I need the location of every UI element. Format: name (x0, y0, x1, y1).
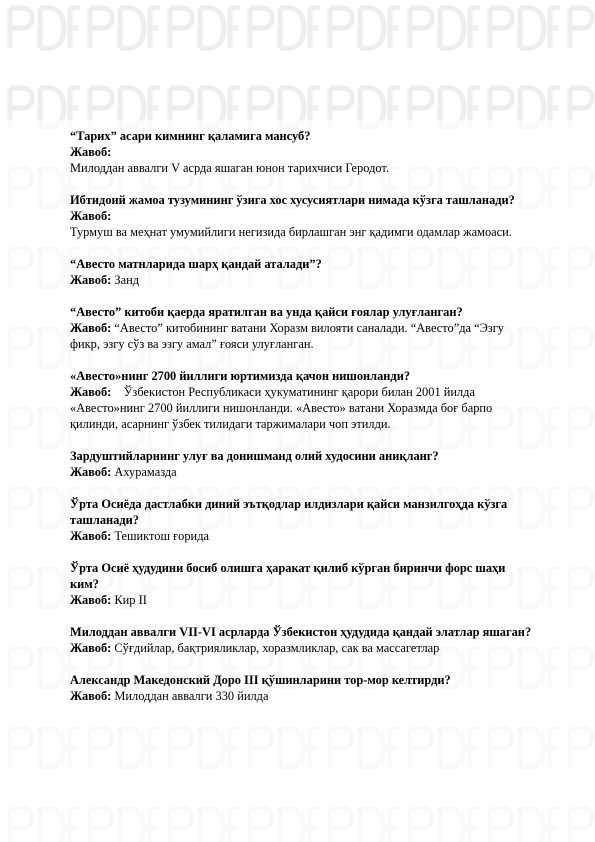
answer-label: Жавоб: (70, 145, 112, 159)
answer-label: Жавоб: (70, 689, 112, 703)
answer-label: Жавоб: (70, 465, 112, 479)
question: Ўрта Осиёда дастлабки диний эътқодлар илдизлари қайси манзилгоҳда кўзга ташланади? (70, 497, 508, 527)
answer: Милоддан аввалги 330 йилда (114, 689, 269, 703)
answer: Сўғдийлар, бақтрияликлар, хоразмликлар, сак ва массагетлар (114, 641, 440, 655)
answer-label: Жавоб: (70, 641, 112, 655)
qa-item (70, 672, 537, 704)
question: Ибтидоий жамоа тузумининг ўзига хос хусусиятлари нимада кўзга ташланади? (70, 193, 515, 207)
answer-label: Жавоб: (70, 593, 112, 607)
question: “Авесто матнларида шарҳ қандай аталади”? (70, 257, 322, 271)
qa-item (70, 496, 537, 544)
answer: Турмуш ва меҳнат умумийлиги негизида бирлашган энг қадимги одамлар жамоаси. (70, 225, 512, 239)
answer-label: Жавоб: (70, 273, 112, 287)
question: “Авесто” китоби қаерда яратилган ва унда қайси ғоялар улуғланган? (70, 305, 463, 319)
question: Александр Македонский Доро III қўшинларини тор-мор келтирди? (70, 673, 451, 687)
qa-item (70, 304, 537, 352)
answer: Милоддан аввалги V асрда яшаган юнон тарихчиси Геродот. (70, 161, 389, 175)
answer-label: Жавоб: (70, 209, 112, 223)
question: Милоддан аввалги VII-VI асрларда Ўзбекистон ҳудудида қандай элатлар яшаган? (70, 625, 532, 639)
question: «Авесто»нинг 2700 йиллиги юртимизда қачон нишонланди? (70, 369, 411, 383)
answer-label: Жавоб: (70, 321, 112, 335)
question: Зардуштийларнинг улуғ ва донишманд олий худосини аниқланг? (70, 449, 439, 463)
answer-label: Жавоб: (70, 385, 112, 399)
qa-item (70, 560, 537, 608)
question: Ўрта Осиё ҳудудини босиб олишга ҳаракат қилиб кўрган биринчи форс шаҳи ким? (70, 561, 506, 591)
qa-item (70, 448, 537, 480)
answer: Ахурамазда (114, 465, 177, 479)
answer: Тешиктош ғорида (114, 529, 209, 543)
answer: Занд (114, 273, 140, 287)
answer-label: Жавоб: (70, 529, 112, 543)
qa-item (70, 128, 537, 176)
qa-item (70, 256, 537, 288)
answer: “Авесто” китобининг ватани Хоразм вилояти саналади. “Авесто”да “Эзгу фикр, эзгу сўз ва эзгу амал” ғояси улуғланган. (70, 321, 504, 351)
answer: Кир II (114, 593, 147, 607)
answer: Ўзбекистон Республикаси ҳукуматининг қарори билан 2001 йилда «Авесто»нинг 2700 йиллиги нишонланди. «Авесто» ватани Хоразмда боғ барпо қилинди, асарнинг ўзбек тилидаги таржималари чоп этилди. (70, 385, 493, 431)
qa-item (70, 624, 537, 656)
qa-item (70, 192, 537, 240)
question: “Тарих” асари кимнинг қаламига мансуб? (70, 129, 311, 143)
qa-document (70, 128, 537, 720)
qa-item (70, 368, 537, 432)
